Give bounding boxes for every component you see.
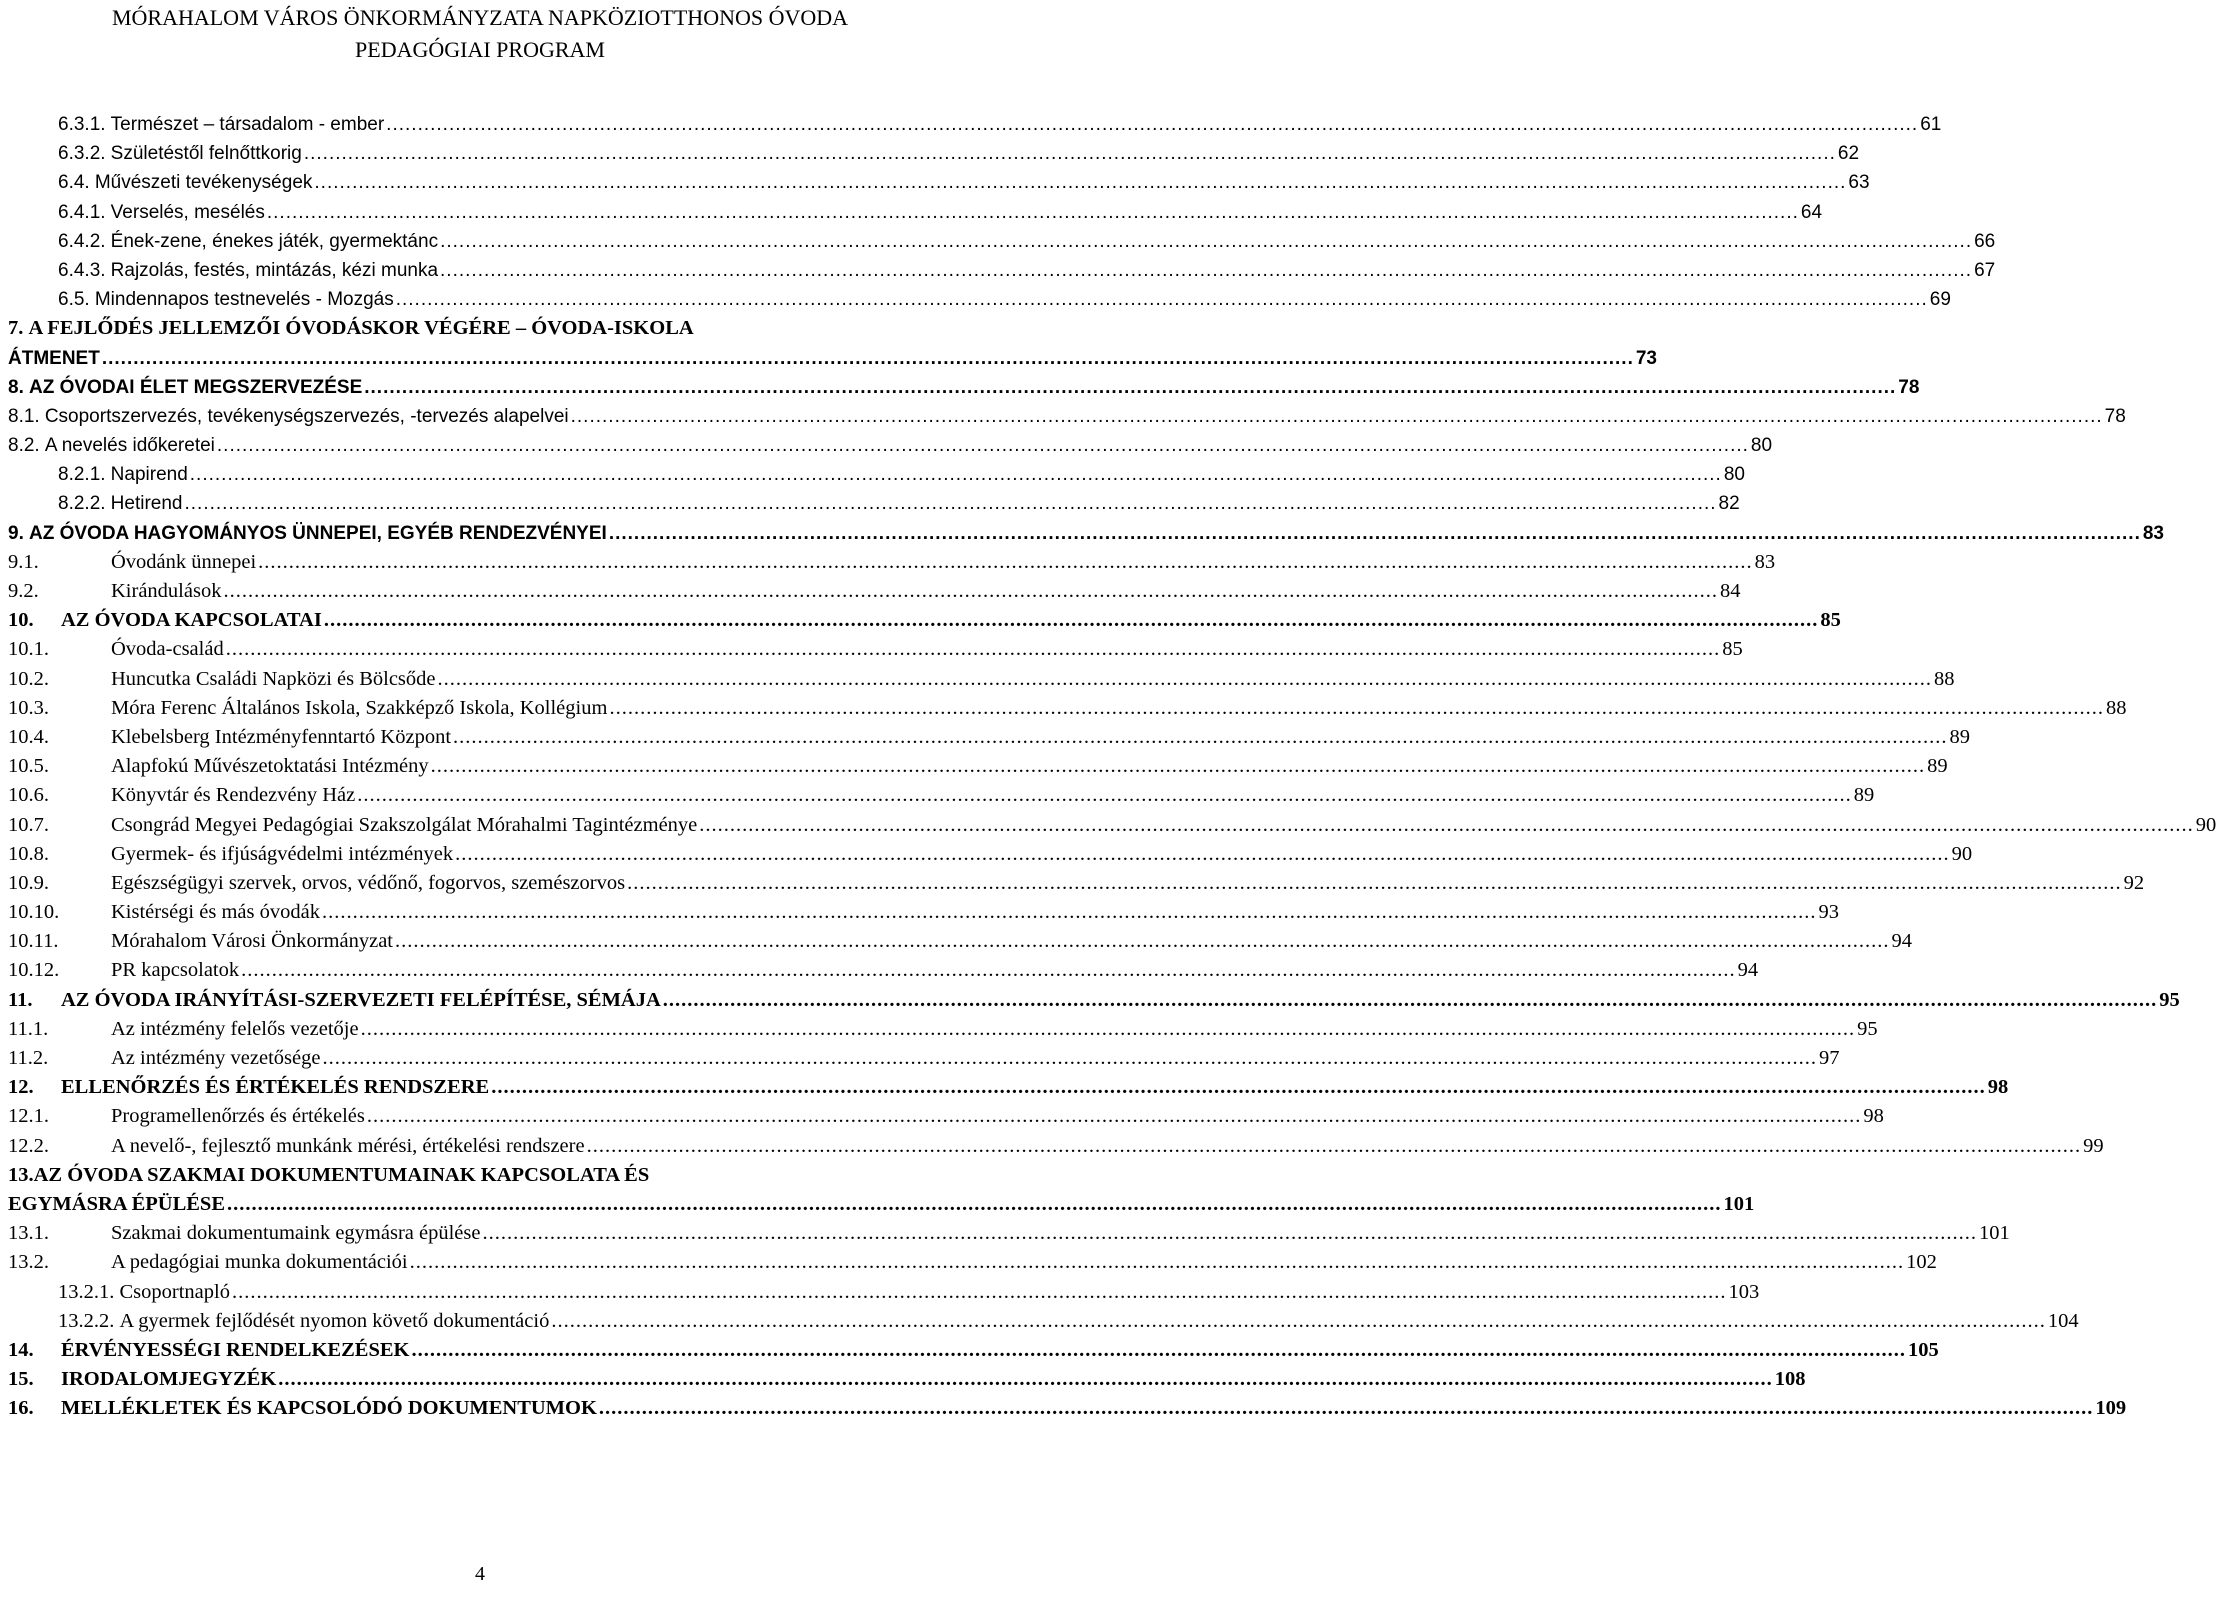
toc-leader <box>223 577 1718 606</box>
toc-leader <box>599 1394 2094 1423</box>
toc-leader <box>367 1102 1862 1131</box>
toc-entry-6-4-3[interactable] <box>8 256 1996 285</box>
toc-leader <box>440 227 1972 256</box>
toc-page: 66 <box>1974 230 1996 252</box>
toc-leader <box>438 665 1933 694</box>
toc-title: Programellenőrzés és értékelés <box>111 1105 365 1128</box>
toc-number: 10.9. <box>8 871 49 894</box>
toc-title-line-2: ÁTMENET <box>8 347 100 369</box>
table-of-contents <box>8 110 2216 1423</box>
toc-page: 95 <box>2159 988 2180 1011</box>
toc-leader <box>411 1336 1906 1365</box>
toc-leader <box>571 402 2103 431</box>
toc-entry-12[interactable] <box>8 1073 2009 1102</box>
toc-page: 73 <box>1635 347 1657 369</box>
toc-page: 88 <box>1934 667 1955 690</box>
toc-page: 94 <box>1737 959 1759 982</box>
toc-entry-8-2-1[interactable] <box>8 460 1745 489</box>
toc-page: 82 <box>1718 493 1740 515</box>
toc-title: ELLENŐRZÉS ÉS ÉRTÉKELÉS RENDSZERE <box>61 1076 490 1099</box>
toc-leader <box>324 606 1819 635</box>
toc-entry-11[interactable] <box>8 986 2180 1015</box>
toc-leader <box>395 927 1890 956</box>
toc-number: 12.1. <box>8 1105 49 1128</box>
toc-entry-10[interactable] <box>8 606 1841 635</box>
toc-entry-10-6[interactable] <box>8 781 1875 810</box>
toc-number: 7. <box>8 317 24 340</box>
toc-leader <box>551 1307 2046 1336</box>
toc-page: 90 <box>2195 813 2216 836</box>
toc-title: Egészségügyi szervek, orvos, védőnő, fogorvos, szemészorvos <box>111 871 626 894</box>
toc-page: 67 <box>1974 259 1996 281</box>
toc-page: 83 <box>2142 522 2164 544</box>
toc-leader <box>699 811 2194 840</box>
toc-title: Gyermek- és ifjúságvédelmi intézmények <box>111 842 454 865</box>
toc-entry-6-4-1[interactable] <box>8 198 1823 227</box>
toc-entry-13[interactable] <box>8 1161 1755 1219</box>
toc-number: 8.2.2. <box>58 493 106 515</box>
toc-number: 14. <box>8 1338 34 1361</box>
toc-leader <box>102 344 1634 373</box>
toc-leader <box>241 956 1736 985</box>
toc-entry-8-1[interactable] <box>8 402 2126 431</box>
toc-leader <box>663 986 2158 1015</box>
toc-page: 88 <box>2105 696 2127 719</box>
toc-page: 102 <box>1906 1251 1937 1274</box>
toc-number: 16. <box>8 1397 34 1420</box>
toc-number: 11. <box>8 988 33 1011</box>
toc-leader <box>304 139 1836 168</box>
toc-title: Csoportnapló <box>119 1280 230 1303</box>
toc-leader <box>410 1248 1905 1277</box>
toc-number: 6.3.1. <box>58 114 106 135</box>
toc-page: 89 <box>1853 784 1875 807</box>
toc-title: AZ ÓVODAI ÉLET MEGSZERVEZÉSE <box>28 376 363 398</box>
toc-number: 6.3.2. <box>58 143 106 165</box>
toc-title: AZ ÓVODA HAGYOMÁNYOS ÜNNEPEI, EGYÉB RENDEZVÉNYEI <box>28 522 607 544</box>
toc-title: Rajzolás, festés, mintázás, kézi munka <box>110 259 439 281</box>
toc-title: Szakmai dokumentumaink egymásra épülése <box>111 1222 481 1245</box>
toc-leader <box>185 489 1717 518</box>
toc-title: Kirándulások <box>111 580 222 603</box>
toc-number: 10.5. <box>8 755 49 778</box>
toc-title: Az intézmény vezetősége <box>111 1047 321 1070</box>
toc-number: 12. <box>8 1076 34 1099</box>
toc-title: A gyermek fejlődését nyomon követő dokumentáció <box>119 1309 550 1332</box>
toc-leader <box>322 1044 1817 1073</box>
toc-number: 10.8. <box>8 842 49 865</box>
toc-page: 98 <box>1863 1105 1884 1128</box>
toc-leader <box>258 548 1753 577</box>
toc-page: 104 <box>2047 1309 2079 1332</box>
toc-entry-7[interactable] <box>8 314 1657 372</box>
toc-entry-8-2[interactable] <box>8 431 1773 460</box>
page-header <box>0 2 960 66</box>
toc-title: Az intézmény felelős vezetője <box>111 1017 359 1040</box>
toc-number: 10. <box>8 609 34 632</box>
toc-entry-6-4[interactable] <box>8 168 1870 197</box>
toc-entry-13-2-2[interactable] <box>8 1307 2079 1336</box>
toc-title: Természet – társadalom - ember <box>110 114 385 135</box>
page-number: 4 <box>475 1563 485 1585</box>
toc-page: 89 <box>1949 725 1971 748</box>
toc-leader <box>609 519 2141 548</box>
toc-page: 83 <box>1754 550 1776 573</box>
toc-number: 10.2. <box>8 667 49 690</box>
toc-number: 15. <box>8 1368 34 1391</box>
toc-entry-10-4[interactable] <box>8 723 1971 752</box>
toc-title: Huncutka Családi Napközi és Bölcsőde <box>111 667 436 690</box>
toc-entry-10-7[interactable] <box>8 811 2216 840</box>
toc-number: 10.4. <box>8 725 49 748</box>
toc-page: 89 <box>1927 755 1948 778</box>
toc-number: 13.2. <box>8 1251 49 1274</box>
toc-number: 13.2.2. <box>58 1309 115 1332</box>
toc-page: 90 <box>1951 842 1973 865</box>
toc-title: Verselés, mesélés <box>110 201 265 223</box>
toc-title: ÉRVÉNYESSÉGI RENDELKEZÉSEK <box>61 1338 410 1361</box>
toc-entry-13-2-1[interactable] <box>8 1278 1760 1307</box>
toc-page: 103 <box>1728 1280 1760 1303</box>
toc-entry-10-9[interactable] <box>8 869 2145 898</box>
toc-number: 10.6. <box>8 784 49 807</box>
toc-page: 97 <box>1818 1047 1840 1070</box>
toc-entry-6-3-2[interactable] <box>8 139 1860 168</box>
toc-title: Ének-zene, énekes játék, gyermektánc <box>110 230 439 252</box>
toc-number: 9.2. <box>8 580 39 603</box>
toc-page: 85 <box>1722 638 1743 661</box>
toc-entry-11-1[interactable] <box>8 1015 1878 1044</box>
toc-page: 80 <box>1750 435 1773 457</box>
toc-entry-10-1[interactable] <box>8 635 1743 664</box>
toc-page: 85 <box>1820 609 1841 632</box>
toc-page: 101 <box>1978 1222 2010 1245</box>
toc-page: 78 <box>2104 405 2126 427</box>
toc-leader <box>491 1073 1986 1102</box>
toc-title-line-1: AZ ÓVODA SZAKMAI DOKUMENTUMAINAK KAPCSOLATA ÉS <box>33 1163 650 1186</box>
toc-entry-13-2[interactable] <box>8 1248 1937 1277</box>
toc-entry-10-3[interactable] <box>8 694 2127 723</box>
toc-number: 10.7. <box>8 813 49 836</box>
toc-leader <box>455 840 1950 869</box>
toc-leader <box>190 460 1722 489</box>
toc-page: 105 <box>1907 1338 1939 1361</box>
toc-number: 10.3. <box>8 696 49 719</box>
toc-title: IRODALOMJEGYZÉK <box>61 1368 277 1391</box>
toc-leader <box>226 635 1721 664</box>
toc-title: PR kapcsolatok <box>111 959 240 982</box>
toc-leader <box>227 1190 1722 1219</box>
toc-entry-10-11[interactable] <box>8 927 1912 956</box>
toc-title: MELLÉKLETEK ÉS KAPCSOLÓDÓ DOKUMENTUMOK <box>61 1397 597 1420</box>
toc-page: 80 <box>1723 464 1745 486</box>
toc-leader <box>453 723 1948 752</box>
toc-title: A nevelés időkeretei <box>44 435 215 457</box>
toc-entry-10-10[interactable] <box>8 898 1839 927</box>
toc-number: 10.12. <box>8 959 60 982</box>
toc-number: 13. <box>8 1163 34 1186</box>
toc-leader <box>396 285 1928 314</box>
toc-entry-9-1[interactable] <box>8 548 1776 577</box>
toc-leader <box>587 1132 2082 1161</box>
toc-number: 9.1. <box>8 550 39 573</box>
toc-page: 99 <box>2083 1134 2104 1157</box>
toc-page: 93 <box>1818 901 1839 924</box>
toc-title: Mórahalom Városi Önkormányzat <box>111 930 393 953</box>
toc-leader <box>482 1219 1977 1248</box>
toc-number: 11.1. <box>8 1017 49 1040</box>
toc-leader <box>609 694 2104 723</box>
toc-entry-10-5[interactable] <box>8 752 1948 781</box>
toc-number: 10.11. <box>8 930 59 953</box>
toc-title-line-1: A FEJLŐDÉS JELLEMZŐI ÓVODÁSKOR VÉGÉRE – ÓVODA-ISKOLA <box>28 317 694 340</box>
toc-entry-10-8[interactable] <box>8 840 1973 869</box>
toc-number: 8.2. <box>8 435 40 457</box>
toc-entry-9[interactable] <box>8 519 2164 548</box>
toc-leader <box>278 1365 1773 1394</box>
toc-page: 94 <box>1891 930 1912 953</box>
header-line-2: PEDAGÓGIAI PROGRAM <box>355 37 605 62</box>
toc-number: 6.4.2. <box>58 230 106 252</box>
toc-number: 11.2. <box>8 1047 49 1070</box>
toc-entry-10-12[interactable] <box>8 956 1759 985</box>
toc-entry-9-2[interactable] <box>8 577 1741 606</box>
toc-entry-6-3-1[interactable] <box>8 110 1942 139</box>
toc-leader <box>232 1278 1727 1307</box>
toc-leader <box>357 781 1852 810</box>
toc-entry-8[interactable] <box>8 373 1920 402</box>
toc-title: Napirend <box>110 464 188 486</box>
toc-page: 63 <box>1848 172 1870 194</box>
toc-page: 78 <box>1898 376 1920 398</box>
toc-entry-16[interactable] <box>8 1394 2127 1423</box>
toc-title: Alapfokú Művészetoktatási Intézmény <box>111 755 429 778</box>
toc-page: 61 <box>1920 114 1942 135</box>
header-line-1: MÓRAHALOM VÁROS ÖNKORMÁNYZATA NAPKÖZIOTTHONOS ÓVODA <box>111 5 849 30</box>
toc-page: 84 <box>1719 580 1741 603</box>
toc-page: 109 <box>2095 1397 2127 1420</box>
toc-title: Művészeti tevékenységek <box>94 172 313 194</box>
toc-title: Kistérségi és más óvodák <box>111 901 320 924</box>
toc-page: 101 <box>1723 1192 1755 1215</box>
toc-title: Könyvtár és Rendezvény Ház <box>111 784 356 807</box>
toc-number: 6.4.3. <box>58 259 106 281</box>
toc-leader <box>440 256 1972 285</box>
toc-leader <box>627 869 2122 898</box>
toc-entry-8-2-2[interactable] <box>8 489 1740 518</box>
toc-title-line-2: EGYMÁSRA ÉPÜLÉSE <box>8 1192 226 1215</box>
toc-leader <box>267 198 1799 227</box>
toc-entry-6-4-2[interactable] <box>8 227 1996 256</box>
toc-title: Móra Ferenc Általános Iskola, Szakképző Iskola, Kollégium <box>111 696 608 719</box>
toc-leader <box>361 1015 1856 1044</box>
toc-entry-13-1[interactable] <box>8 1219 2010 1248</box>
toc-entry-6-5[interactable] <box>8 285 1951 314</box>
toc-title: Csongrád Megyei Pedagógiai Szakszolgálat Mórahalmi Tagintézménye <box>111 813 698 836</box>
toc-leader <box>217 431 1749 460</box>
toc-entry-10-2[interactable] <box>8 665 1955 694</box>
toc-page: 64 <box>1800 201 1823 223</box>
toc-leader <box>364 373 1896 402</box>
toc-title: Születéstől felnőttkorig <box>110 143 302 165</box>
toc-number: 6.5. <box>58 289 90 311</box>
toc-leader <box>314 168 1846 197</box>
toc-entry-11-2[interactable] <box>8 1044 1840 1073</box>
toc-number: 8.2.1. <box>58 464 106 486</box>
toc-number: 10.10. <box>8 901 60 924</box>
toc-number: 13.1. <box>8 1222 49 1245</box>
toc-page: 108 <box>1774 1368 1806 1391</box>
toc-title: AZ ÓVODA IRÁNYÍTÁSI-SZERVEZETI FELÉPÍTÉSE, SÉMÁJA <box>61 988 661 1011</box>
toc-page: 69 <box>1929 289 1951 311</box>
toc-title: Klebelsberg Intézményfenntartó Központ <box>111 725 452 748</box>
toc-number: 13.2.1. <box>58 1280 115 1303</box>
toc-number: 8. <box>8 376 24 398</box>
page-footer <box>0 1562 960 1586</box>
toc-title: Csoportszervezés, tevékenységszervezés, -tervezés alapelvei <box>44 405 569 427</box>
toc-page: 95 <box>1857 1017 1878 1040</box>
toc-page: 62 <box>1837 143 1860 165</box>
toc-number: 8.1. <box>8 405 40 427</box>
toc-title: A pedagógiai munka dokumentációi <box>111 1251 408 1274</box>
toc-title: A nevelő-, fejlesztő munkánk mérési, értékelési rendszere <box>111 1134 585 1157</box>
toc-page: 92 <box>2123 871 2145 894</box>
toc-title: AZ ÓVODA KAPCSOLATAI <box>61 609 322 632</box>
toc-number: 6.4. <box>58 172 90 194</box>
toc-title: Mindennapos testnevelés - Mozgás <box>94 289 394 311</box>
toc-leader <box>386 110 1918 139</box>
toc-number: 12.2. <box>8 1134 49 1157</box>
toc-title: Óvodánk ünnepei <box>111 550 257 573</box>
toc-entry-12-2[interactable] <box>8 1132 2104 1161</box>
toc-leader <box>431 752 1926 781</box>
toc-title: Hetirend <box>110 493 183 515</box>
toc-number: 9. <box>8 522 24 544</box>
toc-number: 6.4.1. <box>58 201 106 223</box>
toc-entry-15[interactable] <box>8 1365 1806 1394</box>
toc-title: Óvoda-család <box>111 638 224 661</box>
toc-leader <box>322 898 1817 927</box>
toc-page: 98 <box>1987 1076 2009 1099</box>
toc-entry-14[interactable] <box>8 1336 1939 1365</box>
toc-entry-12-1[interactable] <box>8 1102 1884 1131</box>
toc-number: 10.1. <box>8 638 49 661</box>
